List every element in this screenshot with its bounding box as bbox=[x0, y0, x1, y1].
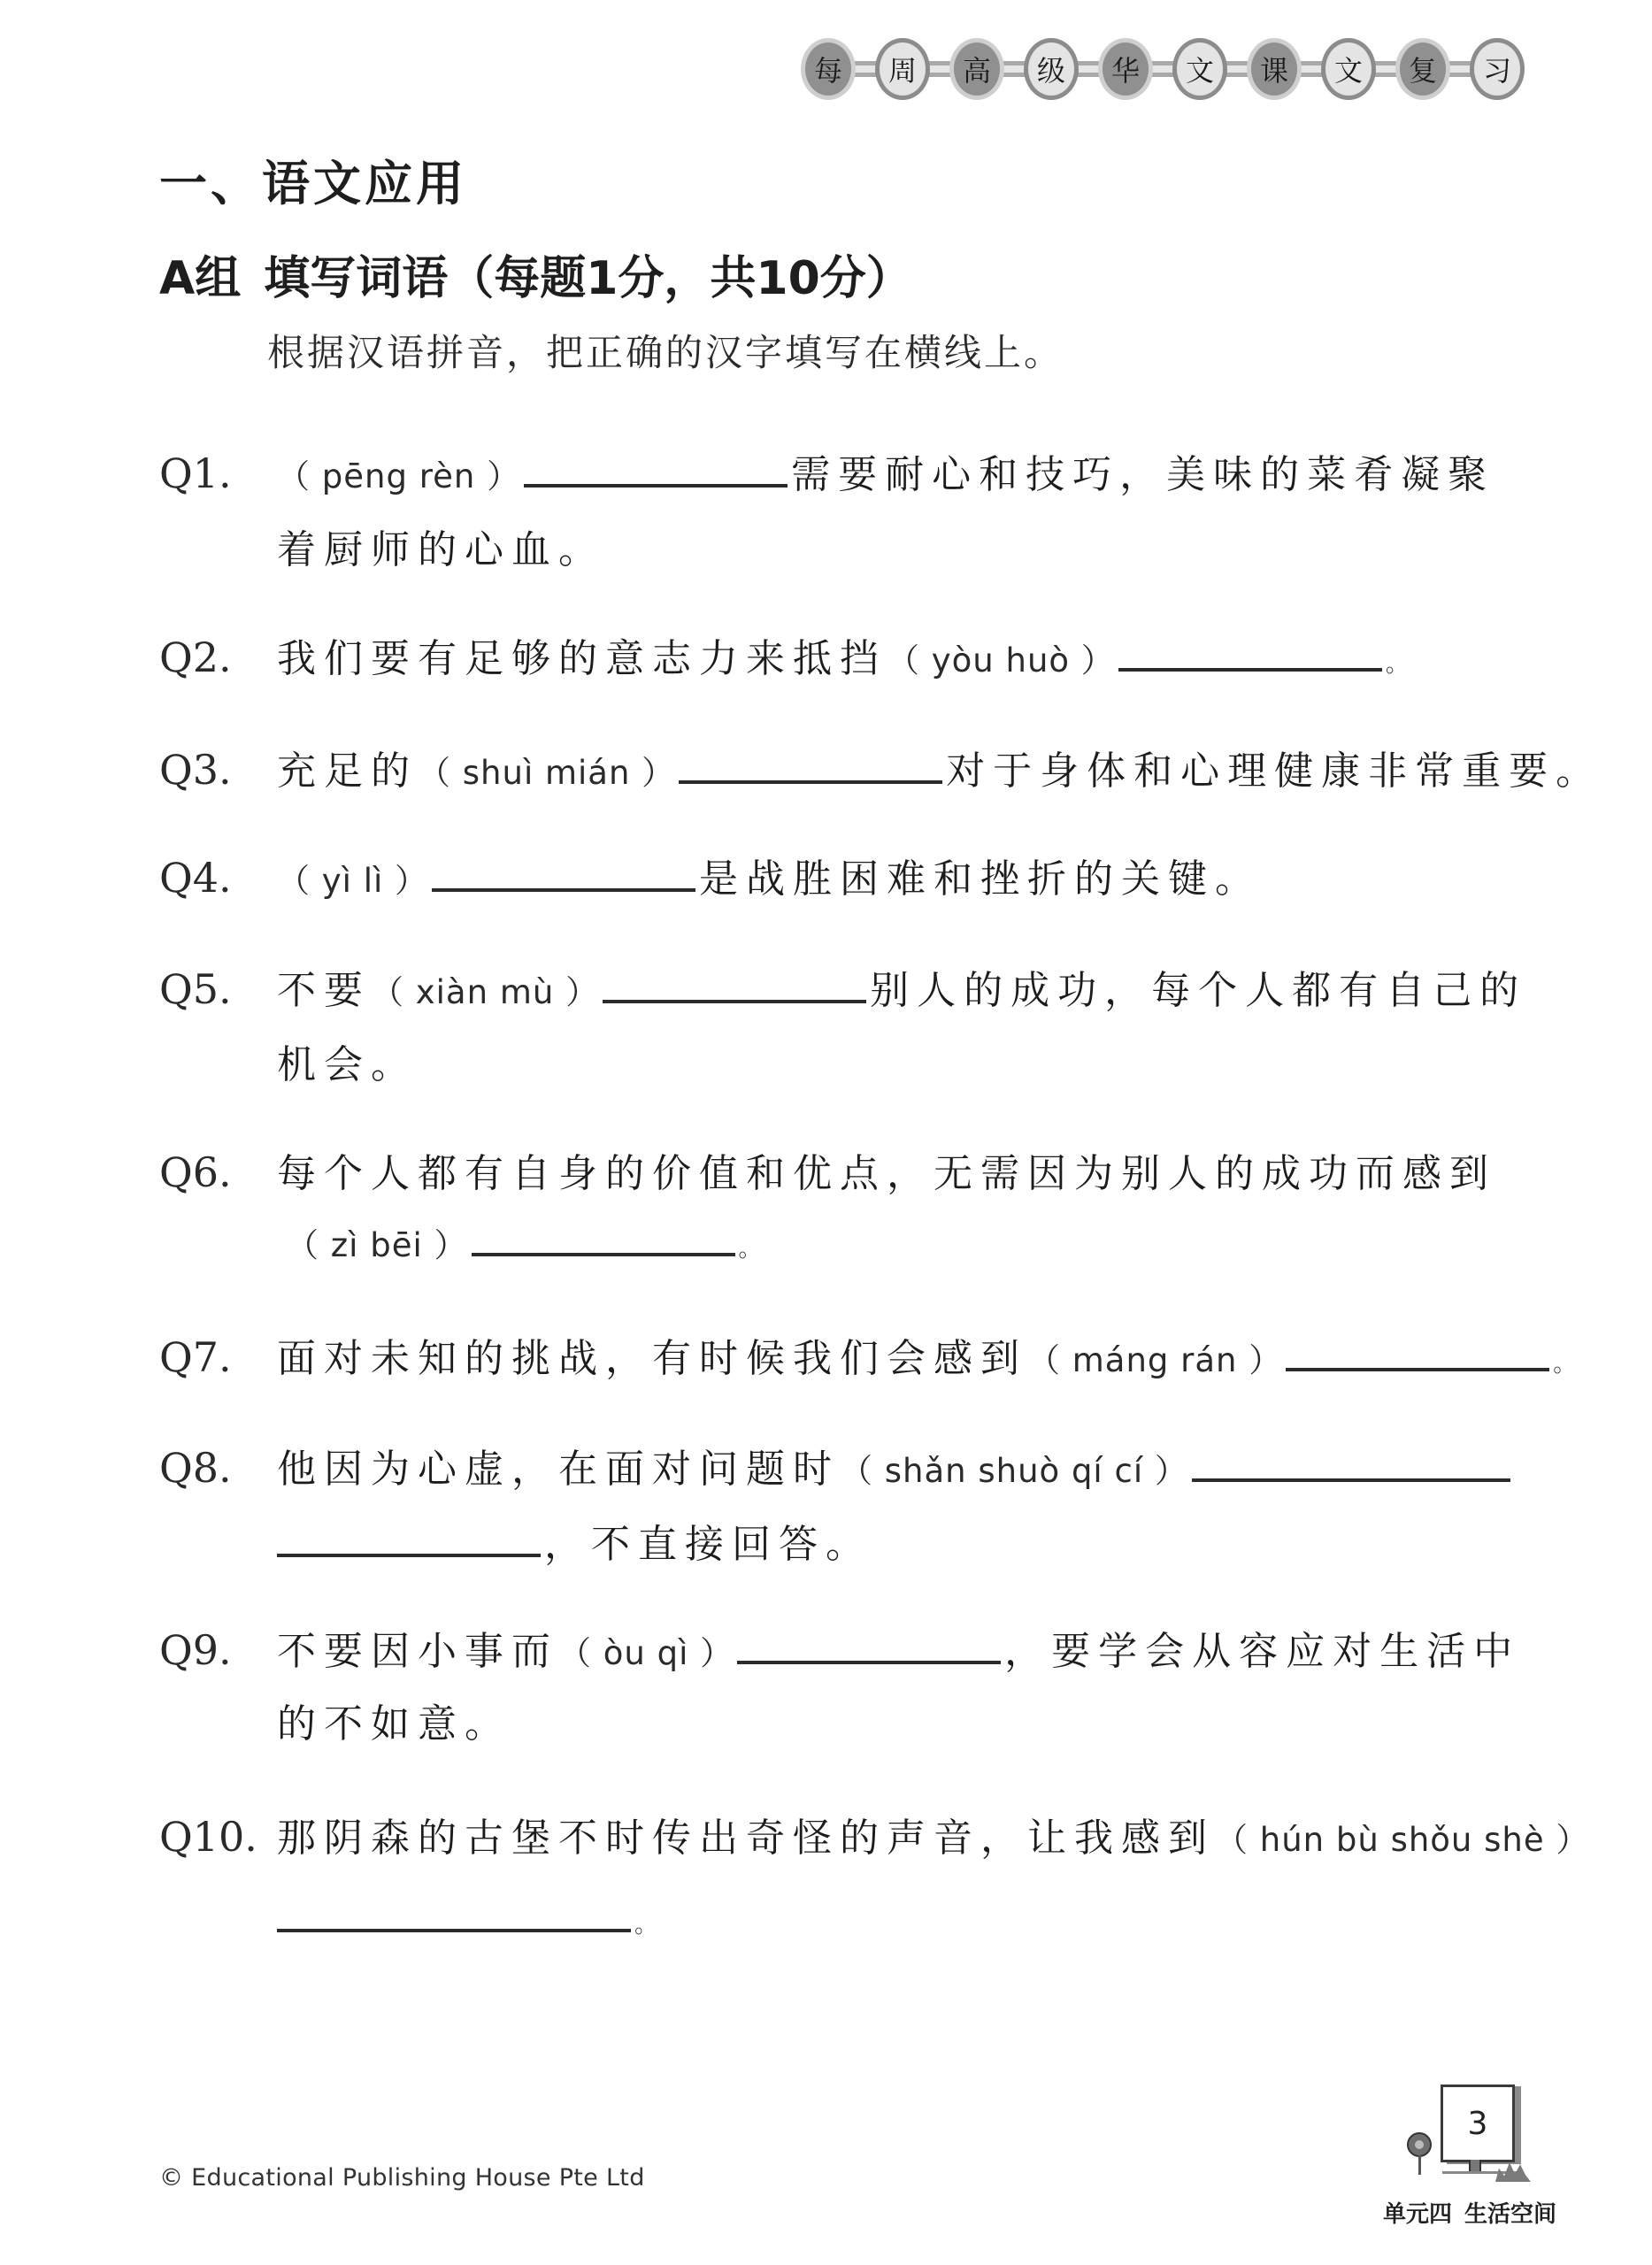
banner-bead: 课 bbox=[1247, 38, 1302, 100]
question-number: Q7. bbox=[159, 1333, 232, 1381]
question-text: ，要学会从容应对生活中 bbox=[1004, 1629, 1521, 1674]
sign-post bbox=[1469, 2160, 1481, 2172]
banner-bead: 高 bbox=[949, 38, 1004, 100]
question-8 bbox=[159, 1441, 1514, 1498]
question-number: Q1. bbox=[159, 449, 232, 497]
banner-bead: 习 bbox=[1470, 38, 1525, 100]
question-1-line-2 bbox=[277, 524, 605, 577]
answer-blank[interactable] bbox=[277, 1911, 631, 1932]
question-10-line-2 bbox=[277, 1893, 657, 1952]
pinyin-hint: （ hún bù shǒu shè ） bbox=[1215, 1821, 1590, 1859]
question-number: Q3. bbox=[159, 746, 232, 794]
question-text: 别人的成功，每个人都有自己的 bbox=[870, 968, 1527, 1013]
pinyin-hint: （ shuì mián ） bbox=[418, 754, 676, 792]
section-title: 一、语文应用 bbox=[159, 156, 467, 211]
answer-blank[interactable] bbox=[603, 982, 866, 1003]
banner-bead: 复 bbox=[1395, 38, 1450, 100]
question-6-line-2 bbox=[286, 1217, 762, 1276]
question-text: 着厨师的心血。 bbox=[277, 527, 605, 572]
question-5-line-2 bbox=[277, 1039, 418, 1092]
answer-blank[interactable] bbox=[432, 871, 695, 892]
pinyin-hint: （ xiàn mù ） bbox=[371, 973, 600, 1011]
question-text: 那阴森的古堡不时传出奇怪的声音，让我感到 bbox=[277, 1816, 1215, 1861]
pinyin-hint: （ zì bēi ） bbox=[286, 1226, 468, 1264]
question-10 bbox=[159, 1810, 1589, 1867]
banner-bead: 华 bbox=[1098, 38, 1153, 100]
pinyin-hint: （ yòu huò ） bbox=[887, 641, 1115, 680]
unit-label bbox=[1383, 2196, 1556, 2229]
question-9-line-2 bbox=[277, 1698, 511, 1751]
question-number: Q10. bbox=[159, 1813, 257, 1861]
question-8-line-2 bbox=[277, 1518, 872, 1571]
question-5 bbox=[159, 963, 1526, 1019]
group-title: 填写词语（每题1分，共10分） bbox=[264, 252, 912, 305]
group-heading bbox=[159, 241, 912, 307]
banner-bead: 级 bbox=[1024, 38, 1079, 100]
pinyin-hint: （ yì lì ） bbox=[277, 862, 429, 900]
question-text: 机会。 bbox=[277, 1042, 418, 1087]
group-label: A组 bbox=[159, 252, 242, 305]
question-9 bbox=[159, 1624, 1520, 1680]
answer-blank-continued[interactable] bbox=[277, 1536, 541, 1557]
question-text: 是战胜困难和挫折的关键。 bbox=[699, 856, 1263, 902]
answer-blank[interactable] bbox=[737, 1643, 1001, 1664]
question-number: Q2. bbox=[159, 633, 232, 681]
flower-icon bbox=[1407, 2132, 1432, 2157]
full-stop: 。 bbox=[634, 1912, 658, 1939]
question-2 bbox=[159, 631, 1409, 691]
pinyin-hint: （ shǎn shuò qí cí ） bbox=[840, 1452, 1188, 1490]
answer-blank[interactable] bbox=[472, 1235, 735, 1256]
bush-icon bbox=[1495, 2162, 1531, 2182]
pinyin-hint: （ máng rán ） bbox=[1027, 1341, 1283, 1379]
question-number: Q9. bbox=[159, 1626, 232, 1674]
page-number: 3 bbox=[1441, 2085, 1515, 2162]
question-7 bbox=[159, 1331, 1576, 1391]
question-text: 充足的 bbox=[277, 749, 418, 794]
answer-blank[interactable] bbox=[1286, 1350, 1549, 1371]
question-text: 对于身体和心理健康非常重要。 bbox=[946, 749, 1603, 794]
pinyin-hint: （ òu qì ） bbox=[558, 1634, 734, 1672]
full-stop: 。 bbox=[738, 1236, 762, 1263]
answer-blank[interactable] bbox=[524, 466, 788, 488]
answer-blank[interactable] bbox=[679, 763, 942, 784]
question-6 bbox=[159, 1146, 1496, 1201]
question-4 bbox=[159, 851, 1262, 908]
question-number: Q5. bbox=[159, 965, 232, 1013]
question-number: Q4. bbox=[159, 854, 232, 902]
answer-blank[interactable] bbox=[1192, 1461, 1510, 1482]
answer-blank[interactable] bbox=[1118, 650, 1382, 672]
question-3 bbox=[159, 743, 1602, 800]
question-text: 不要因小事而 bbox=[277, 1629, 558, 1674]
banner-bead: 文 bbox=[1321, 38, 1376, 100]
question-text: 不要 bbox=[277, 968, 371, 1013]
question-text: 的不如意。 bbox=[277, 1701, 511, 1747]
unit-number: 单元四 bbox=[1383, 2201, 1453, 2228]
page-number-sign bbox=[1407, 2079, 1540, 2185]
question-text: 面对未知的挑战，有时候我们会感到 bbox=[277, 1336, 1027, 1381]
copyright-notice: © Educational Publishing House Pte Ltd bbox=[159, 2164, 645, 2192]
full-stop: 。 bbox=[1385, 651, 1409, 678]
banner-bead: 周 bbox=[875, 38, 930, 100]
question-number: Q6. bbox=[159, 1148, 232, 1196]
banner-bead: 文 bbox=[1172, 38, 1227, 100]
question-1 bbox=[159, 447, 1494, 503]
unit-title: 生活空间 bbox=[1464, 2201, 1557, 2228]
banner-bead: 每 bbox=[801, 38, 856, 100]
header-banner bbox=[801, 37, 1525, 101]
flower-stem bbox=[1418, 2155, 1421, 2175]
question-text: 需要耐心和技巧，美味的菜肴凝聚 bbox=[791, 452, 1495, 497]
question-text: ，不直接回答。 bbox=[544, 1522, 872, 1567]
question-text: 我们要有足够的意志力来抵挡 bbox=[277, 636, 887, 681]
question-text: 每个人都有自身的价值和优点，无需因为别人的成功而感到 bbox=[277, 1151, 1496, 1196]
question-text: 他因为心虚，在面对问题时 bbox=[277, 1447, 840, 1492]
question-number: Q8. bbox=[159, 1444, 232, 1492]
full-stop: 。 bbox=[1553, 1351, 1577, 1378]
pinyin-hint: （ pēng rèn ） bbox=[277, 457, 521, 495]
instruction-text: 根据汉语拼音，把正确的汉字填写在横线上。 bbox=[267, 331, 1064, 374]
